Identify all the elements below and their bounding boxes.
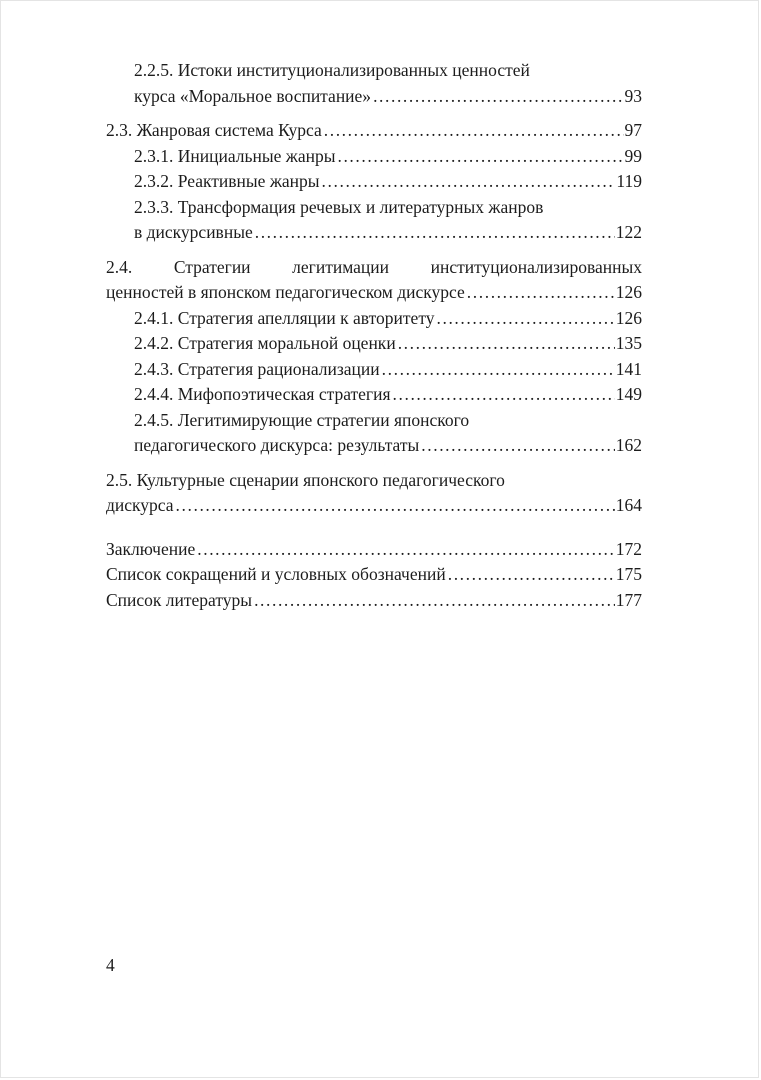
toc-entry-line: 2.2.5. Истоки институционализированных ценностей [134, 60, 530, 80]
toc-entry-title: Список литературы [106, 589, 253, 610]
toc-entry-page-ref: 97 [624, 120, 642, 140]
toc-entry-page-ref: 122 [615, 222, 642, 242]
toc-entry-title: педагогического дискурса: результаты [134, 435, 420, 455]
dot-leader [467, 280, 615, 306]
toc-entry-page-ref: 119 [616, 171, 642, 191]
toc-entry [106, 255, 642, 306]
toc-entry [106, 144, 642, 170]
dot-leader [255, 220, 615, 246]
dot-leader [322, 169, 616, 195]
toc-entry-title: 2.4.3. Стратегия рационализации [134, 358, 380, 379]
toc-entry-title: в дискурсивные [134, 222, 253, 242]
toc-entry [106, 408, 642, 459]
toc-entry-line: 2.4.5. Легитимирующие стратегии японского [134, 409, 470, 430]
toc-entry [106, 331, 642, 357]
table-of-contents [106, 58, 642, 613]
toc-entry [106, 537, 642, 563]
toc-entry-title: курса «Моральное воспитание» [134, 85, 372, 106]
toc-entry-title: 2.4.4. Мифопоэтическая стратегия [134, 384, 391, 404]
toc-entry-last-line [106, 537, 642, 563]
toc-entry-last-line [134, 433, 642, 459]
dot-leader [393, 382, 615, 408]
toc-entry-title: 2.4.1. Стратегия апелляции к авторитету [134, 307, 435, 328]
toc-entry-title: 2.3. Жанровая система Курса [106, 120, 322, 140]
toc-entry-last-line [134, 84, 642, 110]
dot-leader [437, 306, 615, 332]
toc-entry-page-ref: 141 [615, 358, 642, 379]
toc-entry [106, 58, 642, 109]
dot-leader [324, 118, 624, 144]
toc-entry-page-ref: 175 [615, 564, 642, 584]
toc-entry-last-line [106, 562, 642, 588]
toc-entry-title: 2.3.1. Инициальные жанры [134, 145, 336, 166]
toc-entry-page-ref: 126 [615, 282, 642, 302]
dot-leader [176, 493, 615, 519]
dot-leader [382, 357, 615, 383]
toc-entry [106, 382, 642, 408]
toc-entry-page-ref: 149 [615, 384, 642, 404]
dot-leader [448, 562, 615, 588]
toc-entry-title: Заключение [106, 538, 196, 559]
toc-entry-page-ref: 135 [615, 333, 642, 353]
toc-entry-line: 2.5. Культурные сценарии японского педагогического [106, 469, 505, 490]
toc-entry [106, 169, 642, 195]
toc-entry-title: 2.3.2. Реактивные жанры [134, 171, 320, 191]
toc-entry [106, 306, 642, 332]
toc-entry-last-line [134, 169, 642, 195]
toc-entry [106, 357, 642, 383]
dot-leader [197, 537, 615, 563]
toc-entry-page-ref: 162 [615, 435, 642, 455]
toc-entry-line: 2.4. Стратегии легитимации институционализированных [106, 256, 642, 277]
toc-entry-page-ref: 93 [624, 85, 642, 106]
toc-entry-last-line [106, 118, 642, 144]
toc-entry-last-line [106, 493, 642, 519]
toc-entry-last-line [106, 280, 642, 306]
toc-entry-last-line [134, 331, 642, 357]
toc-entry-page-ref: 164 [615, 495, 642, 515]
toc-entry-line: 2.3.3. Трансформация речевых и литературных жанров [134, 196, 544, 217]
toc-entry-page-ref: 126 [615, 307, 642, 328]
dot-leader [398, 331, 615, 357]
toc-entry-title: ценностей в японском педагогическом дискурсе [106, 282, 465, 302]
toc-entry-last-line [134, 220, 642, 246]
toc-entry-last-line [134, 306, 642, 332]
toc-entry-page-ref: 177 [615, 589, 642, 610]
toc-entry [106, 588, 642, 614]
dot-leader [337, 144, 623, 170]
page-number: 4 [106, 955, 115, 975]
toc-entry-title: Список сокращений и условных обозначений [106, 564, 446, 584]
dot-leader [254, 588, 615, 614]
toc-entry-title: дискурса [106, 495, 174, 515]
toc-entry-last-line [134, 382, 642, 408]
toc-entry [106, 195, 642, 246]
toc-entry [106, 468, 642, 519]
toc-entry-last-line [134, 144, 642, 170]
toc-entry-page-ref: 99 [624, 145, 642, 166]
dot-leader [373, 84, 623, 110]
dot-leader [421, 433, 614, 459]
toc-entry [106, 118, 642, 144]
toc-entry [106, 562, 642, 588]
toc-entry-title: 2.4.2. Стратегия моральной оценки [134, 333, 396, 353]
toc-entry-last-line [106, 588, 642, 614]
toc-entry-last-line [134, 357, 642, 383]
toc-entry-page-ref: 172 [615, 538, 642, 559]
